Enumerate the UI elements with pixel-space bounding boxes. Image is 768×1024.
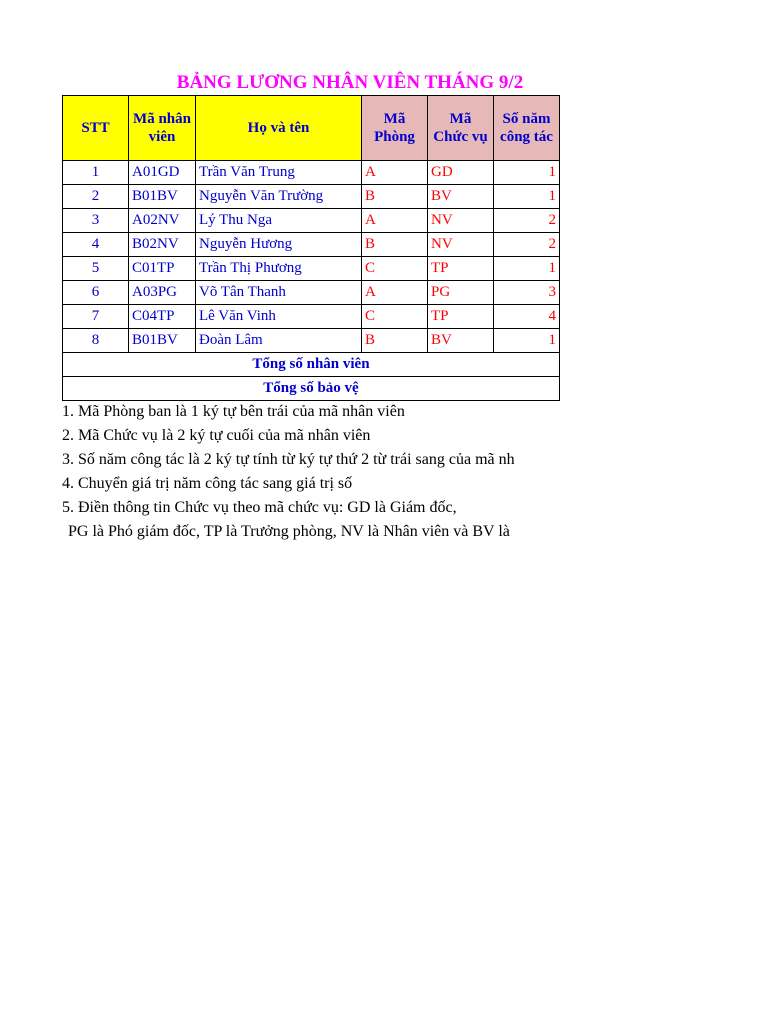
note-item[interactable]: 3. Số năm công tác là 2 ký tự tính từ ký tự thứ 2 từ trái sang của mã nh: [62, 451, 515, 468]
cell-tong-so-bao-ve[interactable]: Tổng số bảo vệ: [63, 377, 560, 401]
cell-stt[interactable]: 7: [63, 305, 129, 329]
header-ma-chuc-vu-line1: Mã: [449, 111, 472, 127]
note-item[interactable]: 4. Chuyển giá trị năm công tác sang giá trị số: [62, 475, 353, 492]
cell-ma-nhan-vien[interactable]: B02NV: [129, 233, 196, 257]
cell-so-nam[interactable]: 2: [494, 233, 560, 257]
cell-stt[interactable]: 4: [63, 233, 129, 257]
table-row: [63, 257, 560, 281]
header-ho-ten[interactable]: Họ và tên: [196, 96, 362, 161]
notes-list: [62, 400, 515, 544]
note-item[interactable]: 1. Mã Phòng ban là 1 ký tự bên trái của mã nhân viên: [62, 403, 405, 420]
cell-so-nam[interactable]: 3: [494, 281, 560, 305]
header-ma-nhan-vien[interactable]: [129, 96, 196, 161]
cell-ho-ten[interactable]: Trần Thị Phương: [196, 257, 362, 281]
cell-tong-so-nhan-vien[interactable]: Tổng số nhân viên: [63, 353, 560, 377]
cell-ma-nhan-vien[interactable]: A03PG: [129, 281, 196, 305]
header-so-nam-line2: công tác: [500, 129, 553, 145]
cell-ma-phong[interactable]: C: [362, 257, 428, 281]
cell-ma-phong[interactable]: C: [362, 305, 428, 329]
table-row: [63, 209, 560, 233]
cell-ma-nhan-vien[interactable]: C01TP: [129, 257, 196, 281]
cell-ho-ten[interactable]: Trần Văn Trung: [196, 161, 362, 185]
cell-ho-ten[interactable]: Lý Thu Nga: [196, 209, 362, 233]
cell-ma-phong[interactable]: A: [362, 209, 428, 233]
cell-ma-chuc-vu[interactable]: NV: [428, 233, 494, 257]
cell-stt[interactable]: 3: [63, 209, 129, 233]
table-row: [63, 281, 560, 305]
note-item[interactable]: 5. Điền thông tin Chức vụ theo mã chức vụ: GD là Giám đốc,: [62, 499, 457, 516]
cell-ma-phong[interactable]: A: [362, 281, 428, 305]
table-row: [63, 185, 560, 209]
header-ma-nhan-vien-line2: viên: [148, 129, 176, 145]
spreadsheet-sheet: [0, 0, 560, 560]
note-item[interactable]: PG là Phó giám đốc, TP là Trưởng phòng, NV là Nhân viên và BV là: [68, 523, 510, 540]
cell-stt[interactable]: 2: [63, 185, 129, 209]
table-row: [63, 329, 560, 353]
cell-ma-nhan-vien[interactable]: A01GD: [129, 161, 196, 185]
table-row: [63, 233, 560, 257]
cell-ho-ten[interactable]: Nguyễn Hương: [196, 233, 362, 257]
note-item[interactable]: 2. Mã Chức vụ là 2 ký tự cuối của mã nhân viên: [62, 427, 371, 444]
cell-so-nam[interactable]: 4: [494, 305, 560, 329]
header-ma-phong[interactable]: [362, 96, 428, 161]
cell-ma-chuc-vu[interactable]: PG: [428, 281, 494, 305]
cell-ma-nhan-vien[interactable]: B01BV: [129, 329, 196, 353]
cell-ma-phong[interactable]: A: [362, 161, 428, 185]
header-stt[interactable]: STT: [63, 96, 129, 161]
cell-ma-phong[interactable]: B: [362, 185, 428, 209]
header-ma-nhan-vien-line1: Mã nhân: [133, 111, 191, 127]
cell-stt[interactable]: 1: [63, 161, 129, 185]
header-so-nam-line1: Số năm: [502, 111, 551, 127]
cell-stt[interactable]: 5: [63, 257, 129, 281]
cell-ma-chuc-vu[interactable]: BV: [428, 185, 494, 209]
cell-so-nam[interactable]: 1: [494, 161, 560, 185]
header-ma-chuc-vu-line2: Chức vụ: [433, 129, 488, 145]
cell-so-nam[interactable]: 1: [494, 329, 560, 353]
cell-so-nam[interactable]: 1: [494, 185, 560, 209]
cell-ho-ten[interactable]: Nguyễn Văn Trường: [196, 185, 362, 209]
cell-so-nam[interactable]: 2: [494, 209, 560, 233]
cell-stt[interactable]: 8: [63, 329, 129, 353]
footer-row-total-employees: [63, 353, 560, 377]
cell-ho-ten[interactable]: Lê Văn Vinh: [196, 305, 362, 329]
cell-ma-chuc-vu[interactable]: BV: [428, 329, 494, 353]
cell-ma-chuc-vu[interactable]: TP: [428, 257, 494, 281]
table-row: [63, 161, 560, 185]
cell-ma-phong[interactable]: B: [362, 233, 428, 257]
cell-ma-chuc-vu[interactable]: NV: [428, 209, 494, 233]
cell-so-nam[interactable]: 1: [494, 257, 560, 281]
table-row: [63, 305, 560, 329]
cell-ho-ten[interactable]: Đoàn Lâm: [196, 329, 362, 353]
table-header-row: [63, 96, 560, 161]
header-ma-phong-line1: Mã: [383, 111, 406, 127]
header-ma-phong-line2: Phòng: [374, 129, 415, 145]
footer-row-total-guards: [63, 377, 560, 401]
cell-ma-nhan-vien[interactable]: B01BV: [129, 185, 196, 209]
header-ma-chuc-vu[interactable]: [428, 96, 494, 161]
cell-ma-nhan-vien[interactable]: C04TP: [129, 305, 196, 329]
cell-ho-ten[interactable]: Võ Tân Thanh: [196, 281, 362, 305]
cell-ma-chuc-vu[interactable]: GD: [428, 161, 494, 185]
cell-ma-phong[interactable]: B: [362, 329, 428, 353]
cell-stt[interactable]: 6: [63, 281, 129, 305]
sheet-title: BẢNG LƯƠNG NHÂN VIÊN THÁNG 9/2: [176, 72, 524, 93]
cell-ma-chuc-vu[interactable]: TP: [428, 305, 494, 329]
payroll-table: [62, 95, 560, 401]
header-so-nam-cong-tac[interactable]: [494, 96, 560, 161]
cell-ma-nhan-vien[interactable]: A02NV: [129, 209, 196, 233]
